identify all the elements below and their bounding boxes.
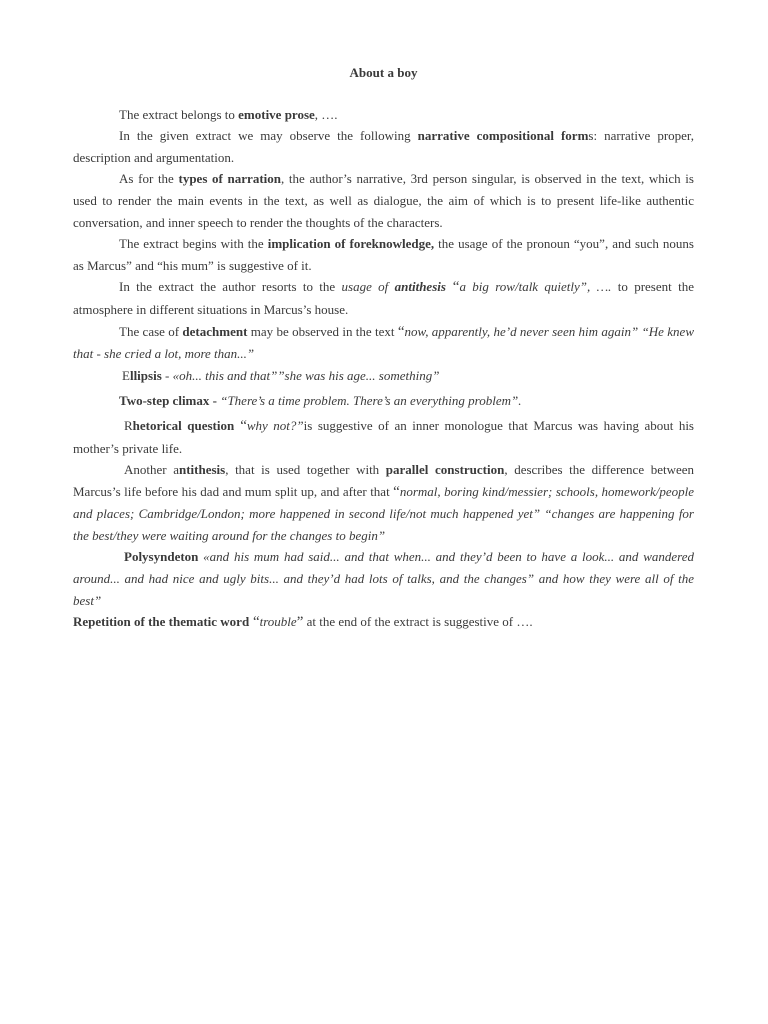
text-run: As for the bbox=[119, 171, 179, 187]
text-run: to present the atmosphere in different situations in Marcus’s house. bbox=[73, 279, 694, 317]
paragraph-types-of-narration bbox=[73, 168, 694, 233]
term-antithesis: antithesis bbox=[394, 279, 446, 295]
quote-text: «oh... this and that””she was his age... something” bbox=[172, 367, 440, 383]
document-body bbox=[73, 62, 694, 634]
text-run: s: narrative proper, description and argumentation. bbox=[73, 128, 694, 165]
quote-mark: “ bbox=[445, 279, 460, 296]
paragraph-ellipsis bbox=[73, 365, 694, 387]
term-ellipsis: llipsis bbox=[129, 367, 162, 383]
paragraph-compositional-forms bbox=[73, 125, 694, 168]
paragraph-rhetorical-question bbox=[73, 415, 694, 459]
text-run: The case of bbox=[119, 323, 183, 339]
text-run: In the extract the author resorts to the bbox=[119, 279, 342, 295]
term-types-of-narration: types of narration bbox=[178, 171, 281, 187]
text-run: Another a bbox=[124, 462, 179, 478]
text-run-italic: usage of bbox=[341, 279, 395, 295]
paragraph-parallel-construction bbox=[73, 459, 694, 546]
text-run: , the author’s narrative, 3rd person singular, is observed in the text, which is used to render the main events in the text, as well as dialogue, the aim of which is to present life-like authentic conversation, and inner speech to render the thoughts of the characters. bbox=[73, 171, 694, 230]
text-run: is suggestive of an inner monologue that Marcus was having about his mother’s private life. bbox=[73, 417, 694, 456]
quote-text: now, apparently, he’d never seen him again” “He knew that - she cried a lot, more than...” bbox=[73, 323, 694, 362]
quote-text: normal, boring kind/messier; schools, homework/people and places; Cambridge/London; more happened in second life/not much happened yet” “changes are happening for the best/they were waiting around for the changes to begin” bbox=[73, 483, 694, 543]
document-title: About a boy bbox=[349, 65, 418, 80]
paragraph-polysyndeton bbox=[73, 546, 694, 611]
term-antithesis: ntithesis bbox=[178, 462, 226, 478]
quote-text: trouble bbox=[259, 614, 297, 630]
text-run: - bbox=[161, 367, 173, 383]
quote-mark: “ bbox=[249, 614, 260, 631]
term-compositional-form: narrative compositional form bbox=[417, 128, 589, 144]
quote-mark: “ bbox=[234, 417, 247, 434]
text-run: at the end of the extract is suggestive of …. bbox=[303, 614, 533, 630]
paragraph-emotive-prose bbox=[73, 104, 694, 126]
text-run: E bbox=[122, 367, 130, 383]
paragraph-foreknowledge bbox=[73, 233, 694, 276]
term-detachment: detachment bbox=[182, 323, 248, 339]
paragraph-detachment bbox=[73, 321, 694, 365]
text-run: , …. bbox=[314, 106, 338, 122]
term-rhetorical-question: hetorical question bbox=[132, 417, 235, 433]
term-two-step-climax: Two-step climax - bbox=[119, 393, 221, 409]
text-run: The extract begins with the bbox=[119, 236, 268, 252]
quote-text: why not?” bbox=[246, 417, 304, 433]
paragraph-climax bbox=[73, 390, 694, 412]
paragraph-repetition bbox=[73, 611, 694, 634]
paragraph-antithesis bbox=[73, 276, 694, 320]
term-foreknowledge: implication of foreknowledge, bbox=[267, 236, 435, 252]
term-repetition: Repetition of the thematic word bbox=[73, 614, 250, 630]
quote-mark: ” bbox=[296, 614, 304, 631]
term-polysyndeton: Polysyndeton bbox=[124, 549, 199, 565]
quote-mark: “ bbox=[397, 323, 405, 340]
quote-text: «and his mum had said... and that when... and they’d been to have a look... and wandered around... and had nice and ugly bits... and they’d had lots of talks, and the changes” and how they were all of the best” bbox=[73, 549, 694, 608]
text-run: R bbox=[124, 417, 133, 433]
text-run: the usage of the pronoun “you”, and such nouns as Marcus” and “his mum” is suggestive of it. bbox=[73, 236, 694, 273]
quote-text: a big row/talk quietly”, …. bbox=[459, 279, 612, 295]
text-run: , that is used together with bbox=[225, 462, 386, 478]
text-run: , describes the difference between Marcus’s life before his dad and mum split up, and after that bbox=[73, 462, 695, 499]
text-run: The extract belongs to bbox=[119, 106, 239, 122]
quote-mark: “ bbox=[393, 483, 400, 500]
term-emotive-prose: emotive prose bbox=[238, 106, 315, 122]
term-parallel-construction: parallel construction bbox=[385, 462, 505, 478]
text-run: may be observed in the text bbox=[247, 323, 398, 339]
text-run: In the given extract we may observe the following bbox=[119, 128, 418, 144]
quote-text: “There’s a time problem. There’s an everything problem”. bbox=[220, 393, 522, 409]
